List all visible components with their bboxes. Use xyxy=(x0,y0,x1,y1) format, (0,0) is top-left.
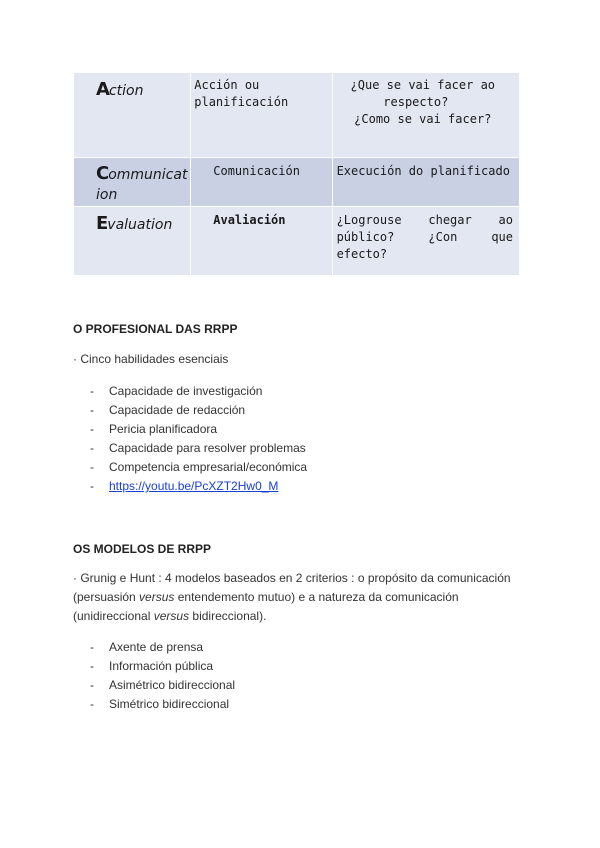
list-item-text: Capacidade para resolver problemas xyxy=(109,441,306,455)
spanish-cell-communication xyxy=(191,158,332,207)
description-cell-action xyxy=(332,73,519,158)
cell-line: Acción ou xyxy=(194,78,260,92)
list-item-text: Simétrico bidireccional xyxy=(109,697,230,711)
dash-bullet: - xyxy=(90,441,94,455)
term-rest: valuation xyxy=(107,217,173,233)
race-table xyxy=(73,72,520,276)
list-item xyxy=(90,638,235,657)
dash-bullet: - xyxy=(90,422,94,436)
list-item-text: Pericia planificadora xyxy=(109,422,218,436)
para-italic: versus xyxy=(153,609,190,623)
table-row-action xyxy=(74,73,520,158)
dash-bullet: - xyxy=(90,403,94,417)
spanish-cell-action xyxy=(191,73,332,158)
section-heading-profesional: O PROFESIONAL DAS RRPP xyxy=(73,322,238,336)
list-item xyxy=(90,439,307,458)
list-item-text: Axente de prensa xyxy=(109,640,204,654)
list-item xyxy=(90,401,307,420)
section-heading-modelos: OS MODELOS DE RRPP xyxy=(73,542,212,556)
dash-bullet: - xyxy=(90,479,94,493)
cell-line: respecto? xyxy=(383,95,449,109)
term-initial: C xyxy=(96,163,109,184)
dash-bullet: - xyxy=(90,678,94,692)
list-item xyxy=(90,477,307,496)
list-item-text: Capacidade de redacción xyxy=(109,403,246,417)
dash-bullet: - xyxy=(90,460,94,474)
list-item-text: Capacidade de investigación xyxy=(109,384,263,398)
list-item-text: Información pública xyxy=(109,659,214,673)
term-rest: ommunicat xyxy=(108,167,188,183)
list-item xyxy=(90,676,235,695)
table-row-evaluation xyxy=(74,207,520,276)
para-italic: versus xyxy=(139,590,175,604)
dash-bullet: - xyxy=(90,659,94,673)
cell-line: Comunicación xyxy=(213,164,300,178)
cell-line: planificación xyxy=(194,95,289,109)
description-cell-communication xyxy=(332,158,519,207)
cell-line: ¿Logrouse chegar ao público? ¿Con que efecto? xyxy=(336,213,513,261)
models-paragraph xyxy=(73,569,523,626)
list-item-text: Competencia empresarial/económica xyxy=(109,460,308,474)
intro-text: · Cinco habilidades esenciais xyxy=(73,352,229,366)
dash-bullet: - xyxy=(90,640,94,654)
description-cell-evaluation xyxy=(332,207,519,276)
term-rest: ion xyxy=(96,187,118,203)
dash-bullet: - xyxy=(90,384,94,398)
table-row-communication xyxy=(74,158,520,207)
models-list xyxy=(90,638,235,714)
term-initial: A xyxy=(96,79,109,100)
term-rest: ction xyxy=(108,83,144,99)
cell-line: ¿Que se vai facer ao xyxy=(350,78,496,92)
cell-line: ¿Como se vai facer? xyxy=(354,112,492,126)
list-item xyxy=(90,458,307,477)
term-cell-evaluation xyxy=(74,207,191,276)
list-item xyxy=(90,657,235,676)
cell-line: Execución do planificado xyxy=(336,164,510,178)
youtube-link[interactable]: https://youtu.be/PcXZT2Hw0_M xyxy=(109,479,279,493)
list-item xyxy=(90,382,307,401)
dash-bullet: - xyxy=(90,697,94,711)
term-cell-action xyxy=(74,73,191,158)
list-item xyxy=(90,420,307,439)
term-initial: E xyxy=(96,213,108,234)
para-text: entendemento mutuo) e a natureza da comunicación (unidireccional xyxy=(73,590,459,623)
term-cell-communication xyxy=(74,158,191,207)
list-item-text: Asimétrico bidireccional xyxy=(109,678,236,692)
skills-list xyxy=(90,382,307,496)
cell-line: Avaliación xyxy=(213,213,286,227)
spanish-cell-evaluation xyxy=(191,207,332,276)
para-text: bidireccional). xyxy=(189,609,267,623)
para-text: · Grunig e Hunt : 4 modelos baseados en 2 criterios : o propósito da comunicación (persuasión xyxy=(73,571,511,604)
list-item xyxy=(90,695,235,714)
